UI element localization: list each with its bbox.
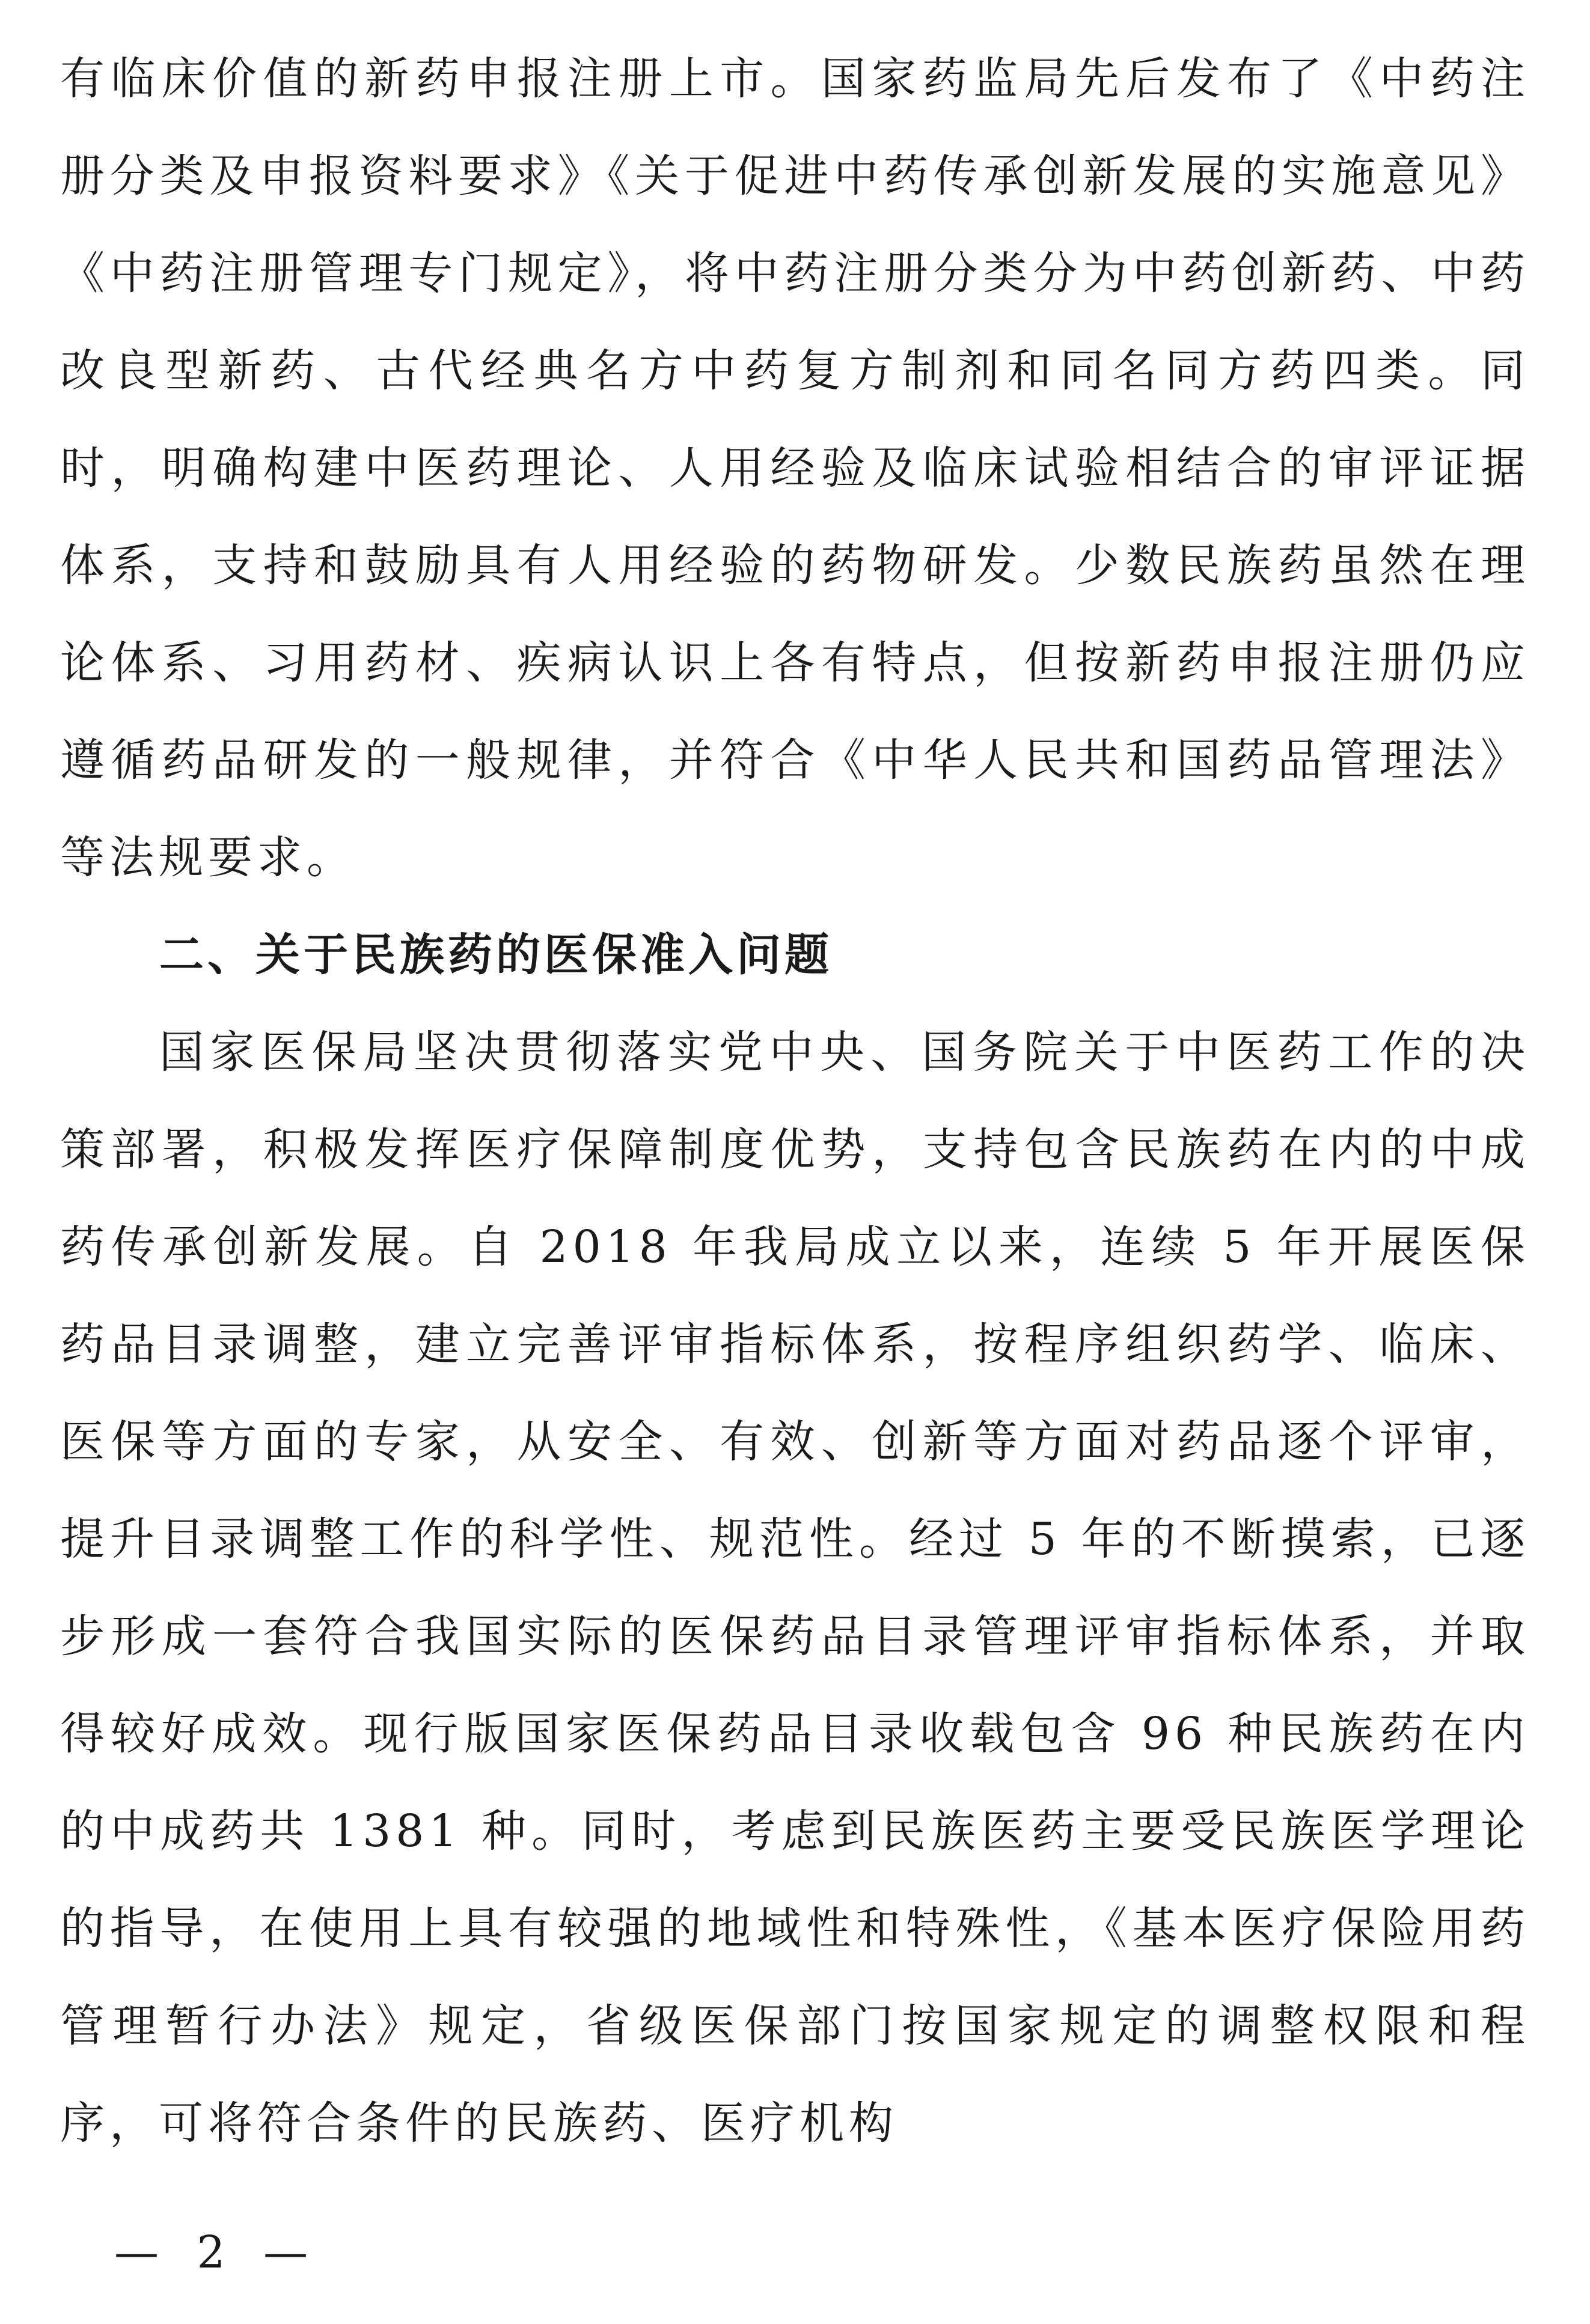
paragraph-medical-insurance: 国家医保局坚决贯彻落实党中央、国务院关于中医药工作的决策部署，积极发挥医疗保障制度优势，支持包含民族药在内的中成药传承创新发展。自 2018 年我局成立以来，连续 5 年开展医保药品目录调整，建立完善评审指标体系，按程序组织药学、临床、医保等方面的专家，从安全、有效、创新等方面对药品逐个评审，提升目录调整工作的科学性、规范性。经过 5 年的不断摸索，已逐步形成一套符合我国实际的医保药品目录管理评审指标体系，并取得较好成效。现行版国家医保药品目录收载包含 96 种民族药在内的中成药共 1381 种。同时，考虑到民族医药主要受民族医学理论的指导，在使用上具有较强的地域性和特殊性，《基本医疗保险用药管理暂行办法》规定，省级医保部门按国家规定的调整权限和程序，可将符合条件的民族药、医疗机构 [60,1026,1530,2149]
page-number: — 2 — [114,2227,320,2278]
document-body [60,30,1530,2172]
section-heading: 二、关于民族药的医保准入问题 [159,929,833,981]
paragraph-continued: 有临床价值的新药申报注册上市。国家药监局先后发布了《中药注册分类及申报资料要求》《关于促进中药传承创新发展的实施意见》《中药注册管理专门规定》，将中药注册分类分为中药创新药、中药改良型新药、古代经典名方中药复方制剂和同名同方药四类。同时，明确构建中医药理论、人用经验及临床试验相结合的审评证据体系，支持和鼓励具有人用经验的药物研发。少数民族药虽然在理论体系、习用药材、疾病认识上各有特点，但按新药申报注册仍应遵循药品研发的一般规律，并符合《中华人民共和国药品管理法》等法规要求。 [60,53,1530,883]
